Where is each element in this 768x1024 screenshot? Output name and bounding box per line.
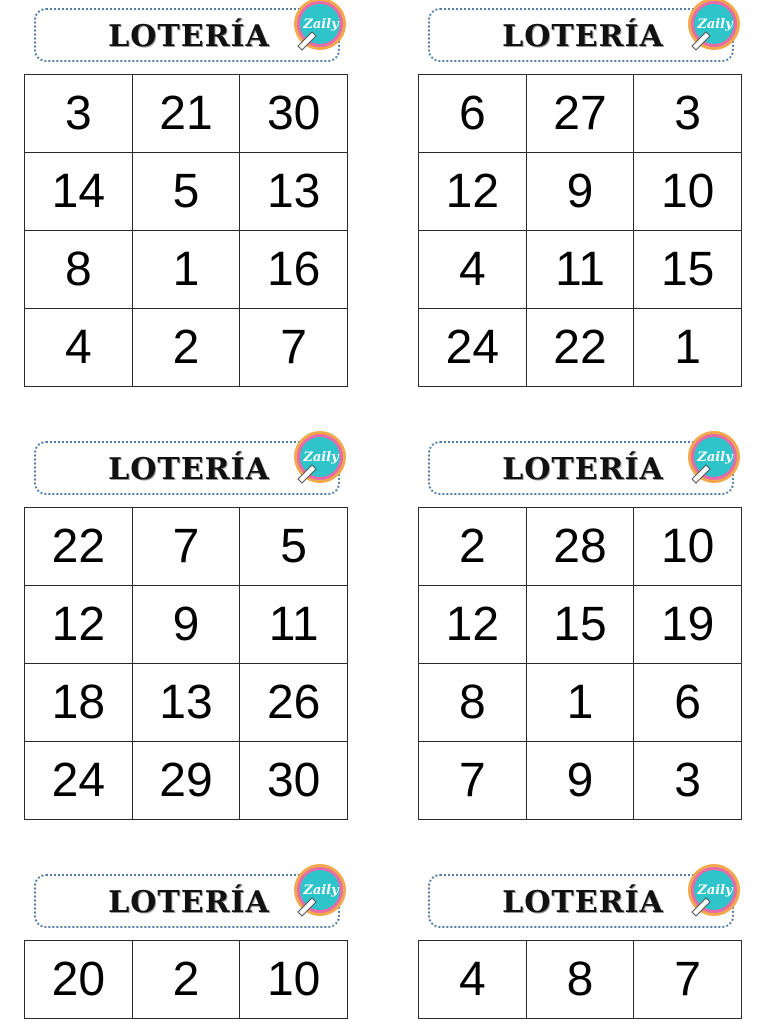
grid-cell: 2	[132, 941, 240, 1019]
grid-cell: 26	[240, 664, 348, 742]
logo-text: Zaily	[303, 883, 339, 898]
grid-cell: 2	[419, 508, 527, 586]
card-title: LOTERÍA	[502, 885, 664, 920]
grid-cell: 6	[419, 75, 527, 153]
grid-row	[419, 664, 742, 742]
grid-row	[25, 153, 348, 231]
grid-cell: 30	[240, 742, 348, 820]
grid-row	[25, 508, 348, 586]
grid-cell: 15	[526, 586, 634, 664]
grid-cell: 9	[132, 586, 240, 664]
logo-text: Zaily	[697, 450, 733, 465]
card-title: LOTERÍA	[502, 452, 664, 487]
grid-cell: 27	[526, 75, 634, 153]
grid-row	[419, 153, 742, 231]
grid-row	[419, 309, 742, 387]
grid-cell: 11	[526, 231, 634, 309]
grid-cell: 12	[419, 586, 527, 664]
grid-cell: 9	[526, 153, 634, 231]
grid-cell: 19	[634, 586, 742, 664]
grid-cell: 8	[419, 664, 527, 742]
grid-cell: 22	[25, 508, 133, 586]
zaily-logo-icon	[292, 0, 348, 52]
zaily-logo-icon	[292, 429, 348, 485]
grid-cell: 21	[132, 75, 240, 153]
grid-cell: 16	[240, 231, 348, 309]
grid-row	[25, 941, 348, 1019]
grid-cell: 6	[634, 664, 742, 742]
card-title: LOTERÍA	[108, 452, 270, 487]
grid-cell: 1	[634, 309, 742, 387]
grid-cell: 2	[132, 309, 240, 387]
grid-cell: 24	[25, 742, 133, 820]
grid-cell: 7	[240, 309, 348, 387]
grid-cell: 13	[132, 664, 240, 742]
grid-cell: 1	[132, 231, 240, 309]
grid-cell: 4	[419, 231, 527, 309]
grid-cell: 14	[25, 153, 133, 231]
grid-row	[419, 231, 742, 309]
grid-cell: 18	[25, 664, 133, 742]
grid-cell: 9	[526, 742, 634, 820]
grid-cell: 7	[132, 508, 240, 586]
number-grid	[418, 74, 742, 387]
grid-cell: 3	[634, 742, 742, 820]
grid-cell: 22	[526, 309, 634, 387]
zaily-logo-icon	[686, 862, 742, 918]
grid-row	[25, 309, 348, 387]
grid-row	[25, 75, 348, 153]
grid-cell: 4	[419, 941, 527, 1019]
card-title: LOTERÍA	[108, 885, 270, 920]
card-title: LOTERÍA	[108, 19, 270, 54]
grid-cell: 12	[419, 153, 527, 231]
card-title: LOTERÍA	[502, 19, 664, 54]
grid-cell: 10	[634, 508, 742, 586]
grid-cell: 3	[25, 75, 133, 153]
grid-row	[419, 742, 742, 820]
grid-cell: 29	[132, 742, 240, 820]
grid-row	[25, 664, 348, 742]
zaily-logo-icon	[686, 0, 742, 52]
grid-row	[419, 941, 742, 1019]
logo-text: Zaily	[303, 17, 339, 32]
grid-cell: 4	[25, 309, 133, 387]
grid-row	[419, 586, 742, 664]
grid-cell: 13	[240, 153, 348, 231]
grid-cell: 7	[634, 941, 742, 1019]
grid-row	[419, 75, 742, 153]
grid-cell: 24	[419, 309, 527, 387]
grid-cell: 7	[419, 742, 527, 820]
grid-row	[25, 586, 348, 664]
grid-cell: 11	[240, 586, 348, 664]
grid-cell: 8	[25, 231, 133, 309]
zaily-logo-icon	[686, 429, 742, 485]
number-grid	[24, 74, 348, 387]
grid-cell: 15	[634, 231, 742, 309]
grid-cell: 10	[634, 153, 742, 231]
grid-cell: 28	[526, 508, 634, 586]
grid-row	[419, 508, 742, 586]
grid-cell: 5	[240, 508, 348, 586]
logo-text: Zaily	[303, 450, 339, 465]
grid-cell: 20	[25, 941, 133, 1019]
grid-cell: 10	[240, 941, 348, 1019]
zaily-logo-icon	[292, 862, 348, 918]
grid-cell: 3	[634, 75, 742, 153]
grid-cell: 1	[526, 664, 634, 742]
number-grid	[24, 940, 348, 1019]
number-grid	[24, 507, 348, 820]
grid-cell: 5	[132, 153, 240, 231]
grid-cell: 12	[25, 586, 133, 664]
grid-cell: 30	[240, 75, 348, 153]
number-grid	[418, 507, 742, 820]
grid-row	[25, 742, 348, 820]
grid-row	[25, 231, 348, 309]
logo-text: Zaily	[697, 17, 733, 32]
grid-cell: 8	[526, 941, 634, 1019]
number-grid	[418, 940, 742, 1019]
logo-text: Zaily	[697, 883, 733, 898]
